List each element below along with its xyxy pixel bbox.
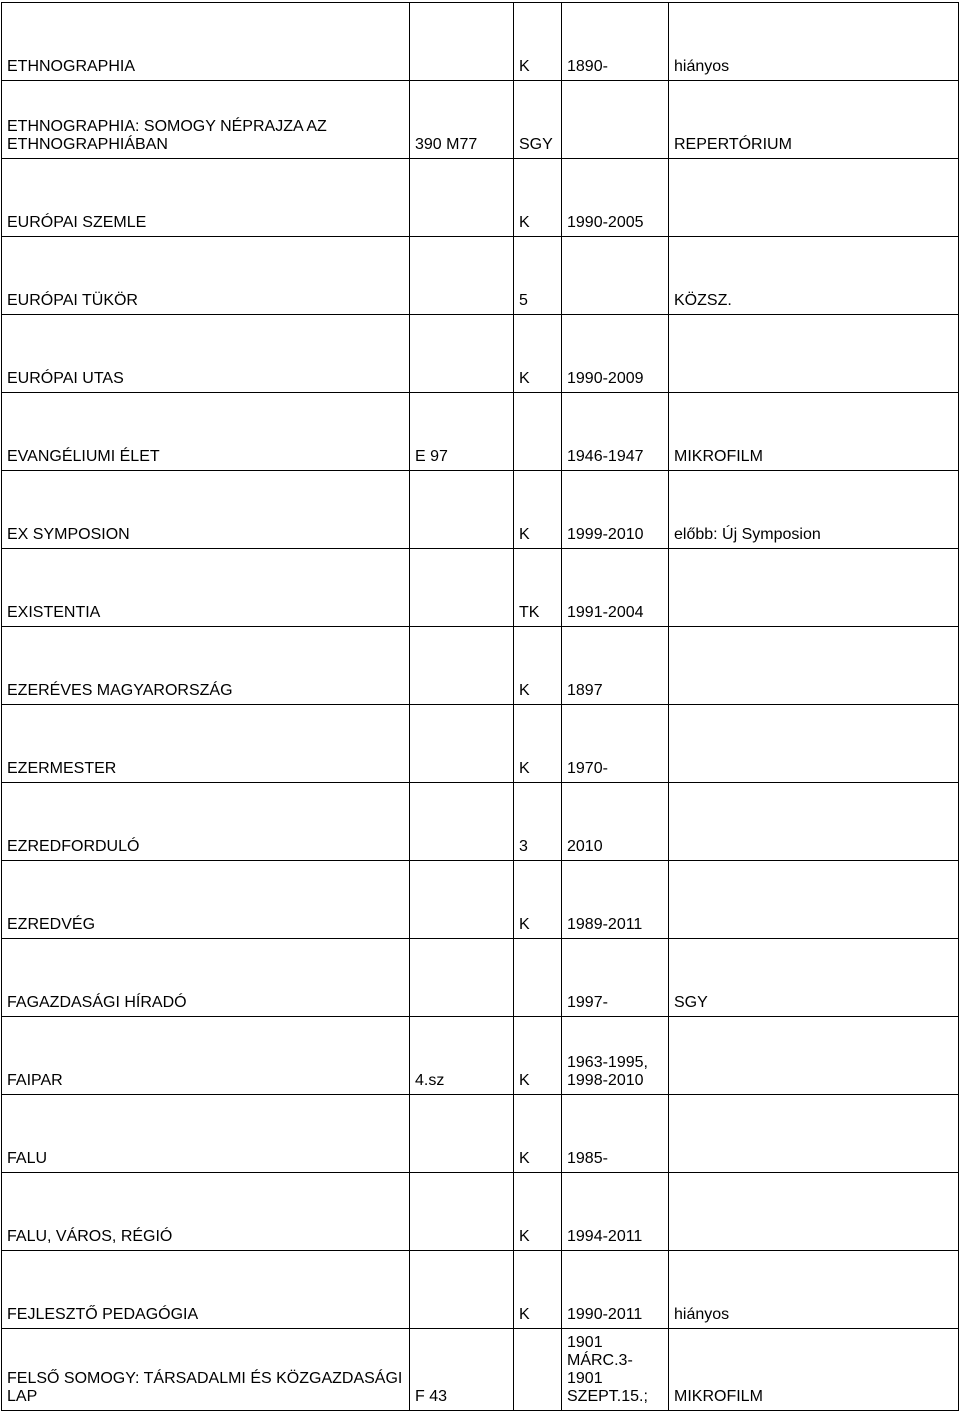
type-cell: K (514, 627, 562, 705)
title-cell: EVANGÉLIUMI ÉLET (2, 393, 410, 471)
code-cell: 390 M77 (410, 81, 514, 159)
note-cell (669, 1173, 959, 1251)
type-cell: K (514, 315, 562, 393)
title-cell: EZREDFORDULÓ (2, 783, 410, 861)
type-cell: 5 (514, 237, 562, 315)
title-cell: EXISTENTIA (2, 549, 410, 627)
years-cell: 1985- (562, 1095, 669, 1173)
type-cell: K (514, 1173, 562, 1251)
title-cell: EURÓPAI SZEMLE (2, 159, 410, 237)
years-cell (562, 81, 669, 159)
years-cell: 1990-2005 (562, 159, 669, 237)
code-cell: 4.sz (410, 1017, 514, 1095)
code-cell (410, 705, 514, 783)
title-cell: EURÓPAI UTAS (2, 315, 410, 393)
code-cell (410, 627, 514, 705)
table-row (2, 549, 959, 627)
years-cell: 1946-1947 (562, 393, 669, 471)
years-cell: 1994-2011 (562, 1173, 669, 1251)
type-cell: SGY (514, 81, 562, 159)
type-cell: K (514, 3, 562, 81)
title-cell: EX SYMPOSION (2, 471, 410, 549)
type-cell: K (514, 705, 562, 783)
periodicals-table (1, 2, 959, 1411)
years-cell: 1999-2010 (562, 471, 669, 549)
table-row (2, 237, 959, 315)
table-row (2, 1095, 959, 1173)
code-cell (410, 939, 514, 1017)
code-cell (410, 1173, 514, 1251)
years-cell: 1963-1995, 1998-2010 (562, 1017, 669, 1095)
type-cell: K (514, 159, 562, 237)
note-cell: hiányos (669, 3, 959, 81)
years-cell: 1970- (562, 705, 669, 783)
title-cell: FALU, VÁROS, RÉGIÓ (2, 1173, 410, 1251)
years-cell: 1990-2011 (562, 1251, 669, 1329)
title-cell: EURÓPAI TÜKÖR (2, 237, 410, 315)
note-cell (669, 159, 959, 237)
type-cell: K (514, 861, 562, 939)
title-cell: FAIPAR (2, 1017, 410, 1095)
table-row (2, 393, 959, 471)
code-cell (410, 159, 514, 237)
years-cell: 1897 (562, 627, 669, 705)
title-cell: EZERMESTER (2, 705, 410, 783)
years-cell: 1989-2011 (562, 861, 669, 939)
note-cell (669, 861, 959, 939)
title-cell: ETHNOGRAPHIA: SOMOGY NÉPRAJZA AZ ETHNOGRAPHIÁBAN (2, 81, 410, 159)
note-cell (669, 549, 959, 627)
table-row (2, 861, 959, 939)
note-cell: SGY (669, 939, 959, 1017)
years-cell: 1901 MÁRC.3- 1901 SZEPT.15.; (562, 1329, 669, 1411)
code-cell (410, 549, 514, 627)
note-cell (669, 705, 959, 783)
title-cell: ETHNOGRAPHIA (2, 3, 410, 81)
table-row (2, 471, 959, 549)
code-cell (410, 861, 514, 939)
type-cell: K (514, 471, 562, 549)
table-row (2, 939, 959, 1017)
code-cell (410, 3, 514, 81)
code-cell (410, 315, 514, 393)
code-cell: F 43 (410, 1329, 514, 1411)
note-cell (669, 315, 959, 393)
title-cell: FELSŐ SOMOGY: TÁRSADALMI ÉS KÖZGAZDASÁGI LAP (2, 1329, 410, 1411)
title-cell: FAGAZDASÁGI HÍRADÓ (2, 939, 410, 1017)
code-cell (410, 471, 514, 549)
years-cell: 1991-2004 (562, 549, 669, 627)
type-cell: TK (514, 549, 562, 627)
years-cell: 2010 (562, 783, 669, 861)
title-cell: FEJLESZTŐ PEDAGÓGIA (2, 1251, 410, 1329)
code-cell (410, 783, 514, 861)
table-row (2, 3, 959, 81)
table-row (2, 315, 959, 393)
note-cell: KÖZSZ. (669, 237, 959, 315)
title-cell: EZERÉVES MAGYARORSZÁG (2, 627, 410, 705)
table-row (2, 705, 959, 783)
note-cell (669, 783, 959, 861)
years-cell: 1990-2009 (562, 315, 669, 393)
note-cell (669, 1095, 959, 1173)
table-row (2, 627, 959, 705)
table-row (2, 81, 959, 159)
table-row (2, 783, 959, 861)
code-cell (410, 237, 514, 315)
years-cell: 1997- (562, 939, 669, 1017)
table-row (2, 1173, 959, 1251)
type-cell: 3 (514, 783, 562, 861)
note-cell: előbb: Új Symposion (669, 471, 959, 549)
note-cell: MIKROFILM (669, 1329, 959, 1411)
type-cell (514, 939, 562, 1017)
years-cell (562, 237, 669, 315)
table-row (2, 1251, 959, 1329)
table-body (2, 3, 959, 1411)
note-cell (669, 627, 959, 705)
table-row (2, 1017, 959, 1095)
note-cell: MIKROFILM (669, 393, 959, 471)
code-cell: E 97 (410, 393, 514, 471)
type-cell (514, 1329, 562, 1411)
years-cell: 1890- (562, 3, 669, 81)
note-cell: hiányos (669, 1251, 959, 1329)
type-cell (514, 393, 562, 471)
type-cell: K (514, 1095, 562, 1173)
code-cell (410, 1095, 514, 1173)
table-row (2, 159, 959, 237)
note-cell: REPERTÓRIUM (669, 81, 959, 159)
title-cell: FALU (2, 1095, 410, 1173)
type-cell: K (514, 1251, 562, 1329)
note-cell (669, 1017, 959, 1095)
title-cell: EZREDVÉG (2, 861, 410, 939)
table-row (2, 1329, 959, 1411)
type-cell: K (514, 1017, 562, 1095)
code-cell (410, 1251, 514, 1329)
